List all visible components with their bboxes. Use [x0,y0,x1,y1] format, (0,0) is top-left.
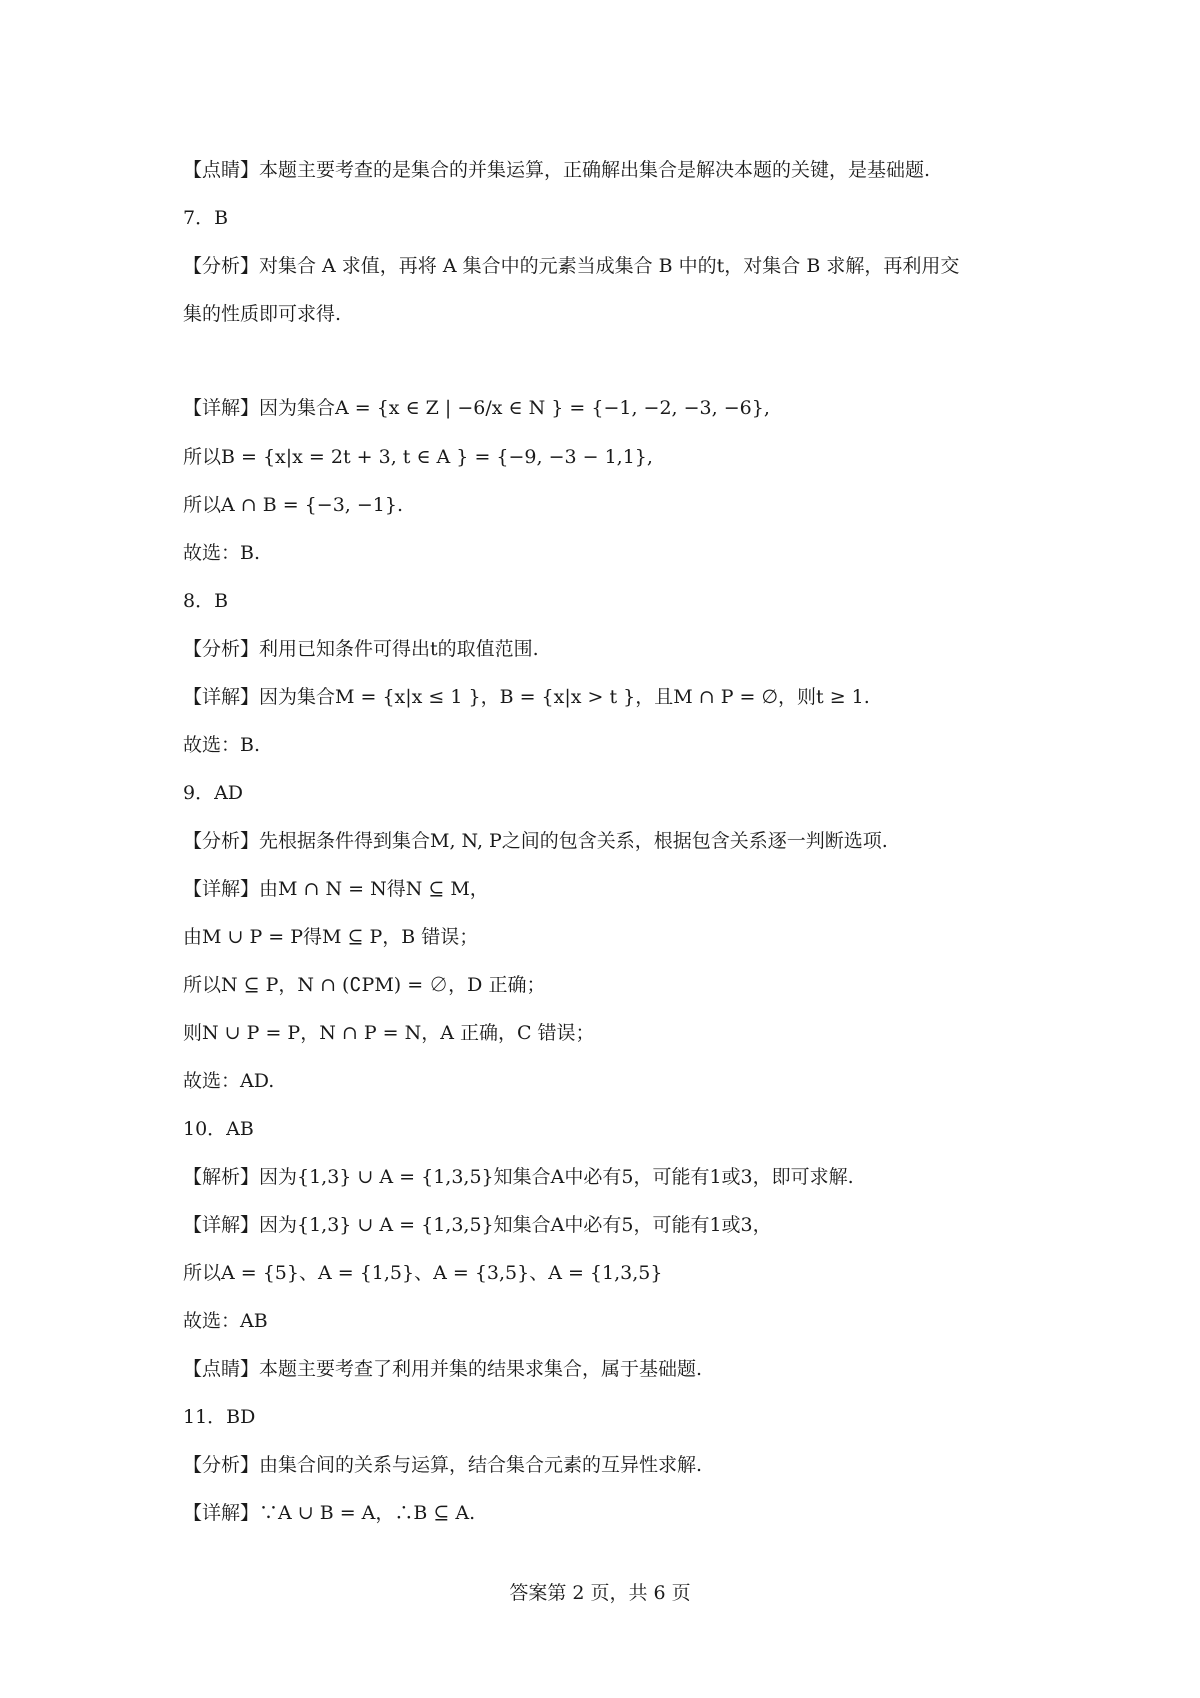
text-line: 【分析】利用已知条件可得出t的取值范围. [183,638,539,660]
text-line: 【详解】因为{1,3} ∪ A = {1,3,5}知集合A中必有5，可能有1或3， [183,1214,772,1236]
text-line: 由M ∪ P = P得M ⊆ P，B 错误； [183,926,479,948]
text-line: 所以A = {5}、A = {1,5}、A = {3,5}、A = {1,3,5} [183,1262,663,1284]
text-line: 集的性质即可求得. [183,303,342,325]
answer-heading: 11．BD [183,1406,256,1428]
text-line: 【分析】由集合间的关系与运算，结合集合元素的互异性求解. [183,1454,703,1476]
answer-heading: 10．AB [183,1118,254,1140]
text-line: 【点睛】本题主要考查的是集合的并集运算，正确解出集合是解决本题的关键，是基础题. [183,159,931,181]
text-line: 所以B = {x|x = 2t + 3, t ∈ A } = {−9, −3 − 1,1}, [183,446,653,468]
text-line: 故选：B. [183,734,261,756]
text-line: 故选：AD. [183,1070,275,1092]
text-line: 【详解】∵A ∪ B = A，∴B ⊆ A. [183,1502,476,1524]
text-line: 故选：B. [183,542,261,564]
text-line: 所以N ⊆ P，N ∩ (∁PM) = ∅，D 正确； [183,974,546,996]
text-line: 【分析】先根据条件得到集合M, N, P之间的包含关系，根据包含关系逐一判断选项. [183,830,888,852]
text-line: 【解析】因为{1,3} ∪ A = {1,3,5}知集合A中必有5，可能有1或3，即可求解. [183,1166,854,1188]
answer-heading: 7．B [183,207,229,229]
text-line: 【详解】因为集合A = {x ∈ Z | −6/x ∈ N } = {−1, −2, −3, −6}, [183,397,770,419]
text-line: 【点睛】本题主要考查了利用并集的结果求集合，属于基础题. [183,1358,703,1380]
text-line: 【详解】由M ∩ N = N得N ⊆ M， [183,878,489,900]
page-footer: 答案第 2 页，共 6 页 [509,1582,691,1604]
text-line: 【分析】对集合 A 求值，再将 A 集合中的元素当成集合 B 中的t，对集合 B 求解，再利用交 [183,255,960,277]
answer-heading: 8．B [183,590,229,612]
text-line: 则N ∪ P = P，N ∩ P = N，A 正确，C 错误； [183,1022,595,1044]
text-line: 故选：AB [183,1310,268,1332]
answer-heading: 9．AD [183,782,244,804]
text-line: 所以A ∩ B = {−3, −1}. [183,494,403,516]
text-line: 【详解】因为集合M = {x|x ≤ 1 }，B = {x|x > t }，且M ∩ P = ∅，则t ≥ 1. [183,686,870,708]
